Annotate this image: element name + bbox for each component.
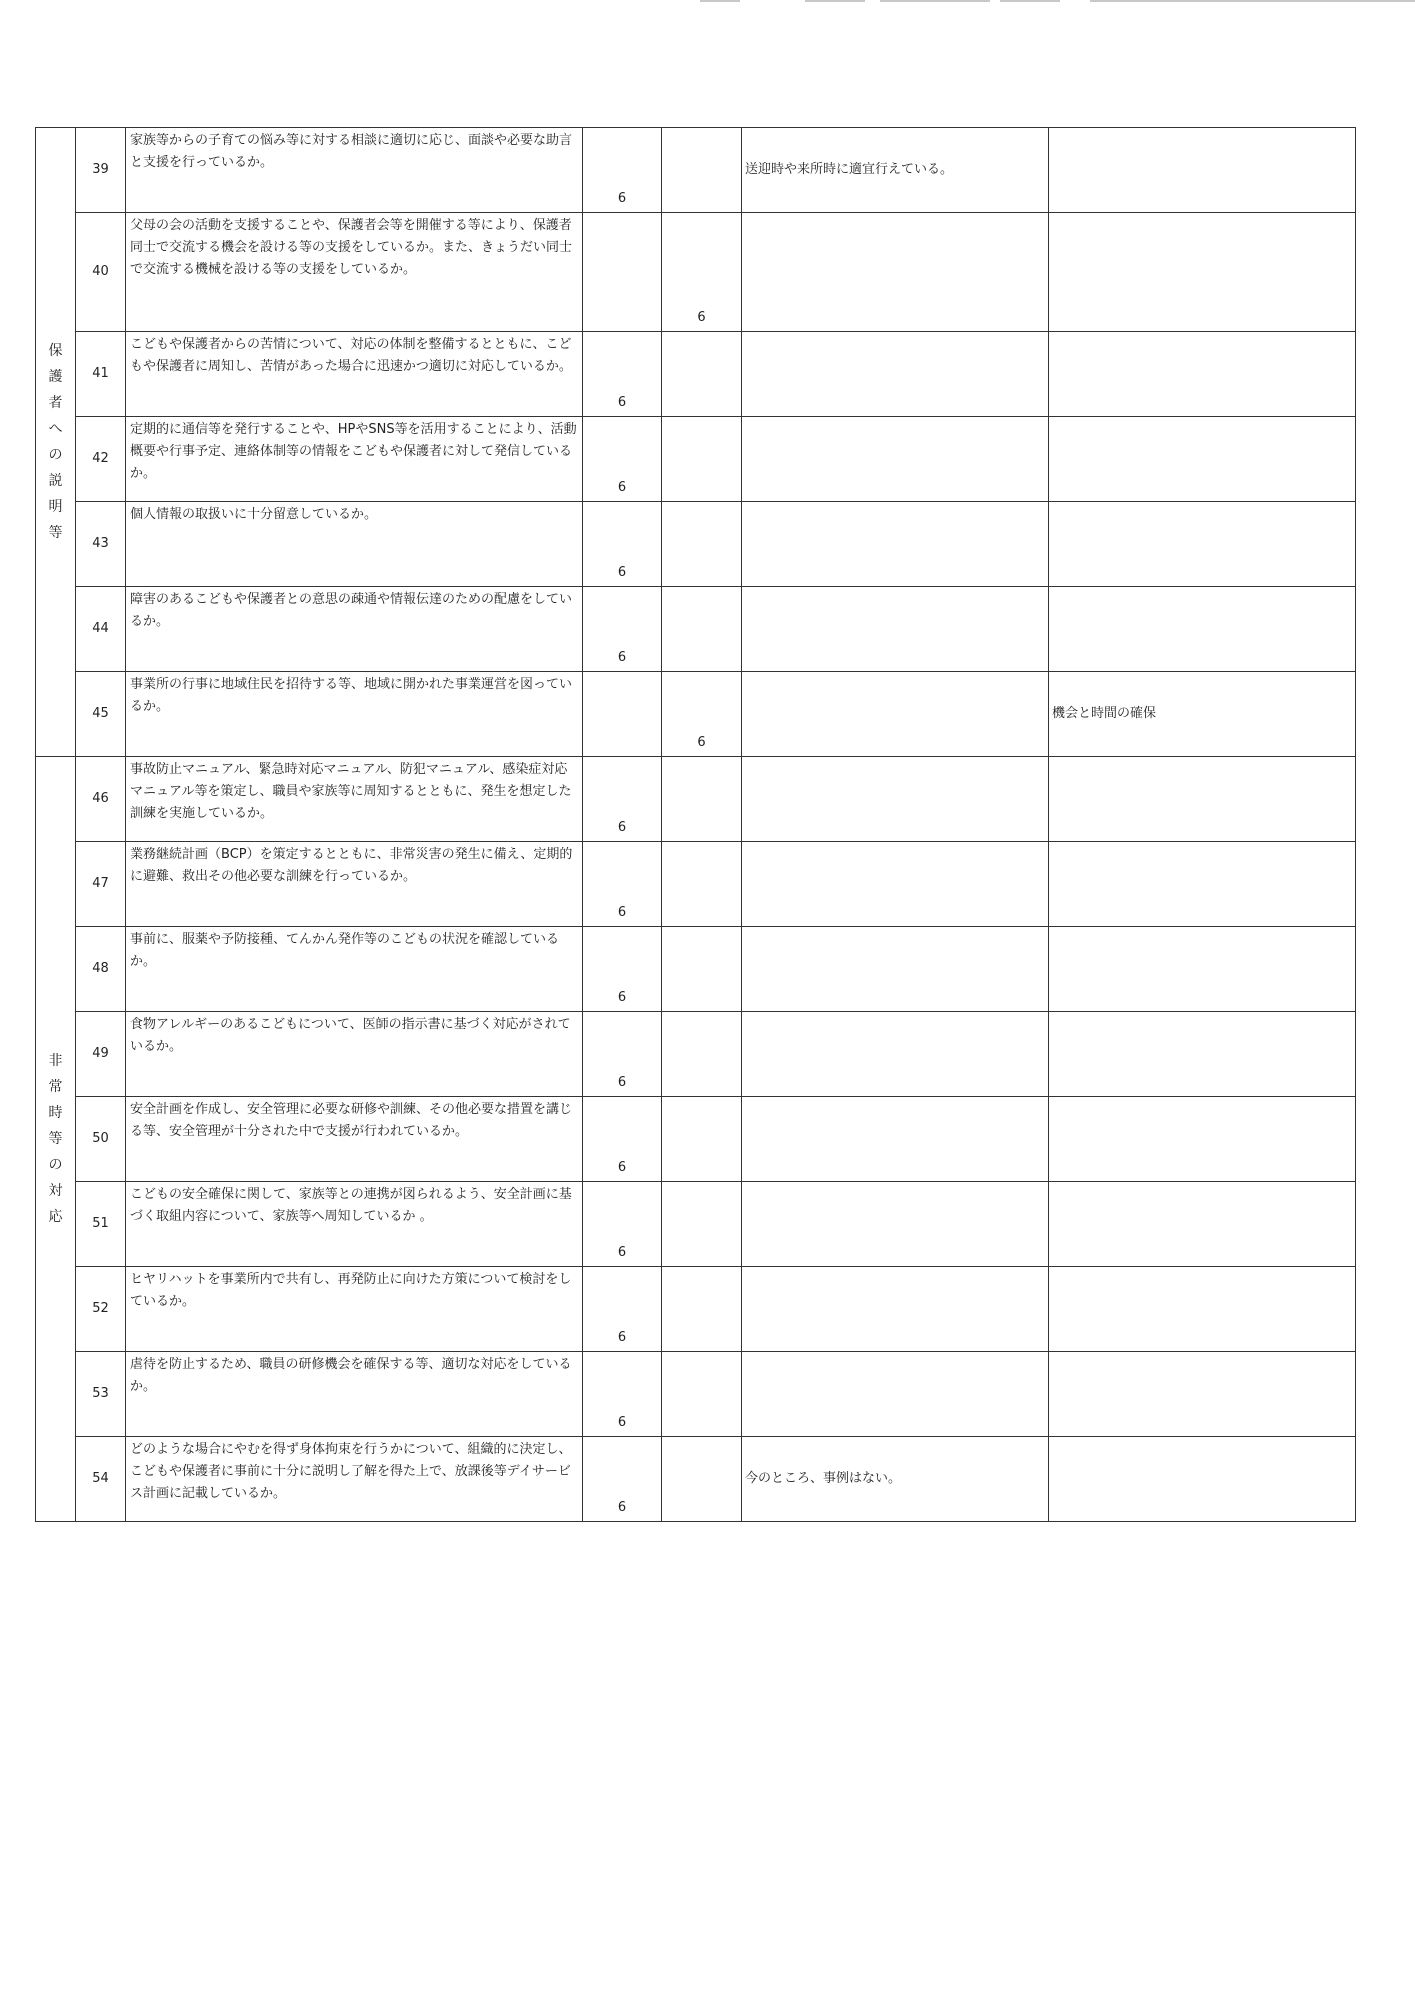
table-row (36, 1097, 1356, 1182)
comment-cell-b (1049, 417, 1356, 502)
comment-cell-b (1049, 587, 1356, 672)
score-cell-b (662, 1352, 742, 1437)
score-cell-a (583, 128, 662, 213)
item-number: 49 (76, 1012, 126, 1097)
item-number: 43 (76, 502, 126, 587)
comment-cell-a: 送迎時や来所時に適宜行えている。 (742, 128, 1049, 213)
score-value: 6 (617, 480, 627, 495)
score-value: 6 (617, 905, 627, 920)
score-cell-b (662, 1182, 742, 1267)
comment-cell-a (742, 587, 1049, 672)
question-text: 業務継続計画（BCP）を策定するとともに、非常災害の発生に備え、定期的に避難、救出その他必要な訓練を行っているか。 (126, 842, 583, 927)
question-text: どのような場合にやむを得ず身体拘束を行うかについて、組織的に決定し、こどもや保護者に事前に十分に説明し了解を得た上で、放課後等デイサービス計画に記載しているか。 (126, 1437, 583, 1522)
score-value: 6 (617, 1245, 627, 1260)
score-cell-a (583, 672, 662, 757)
question-text: 虐待を防止するため、職員の研修機会を確保する等、適切な対応をしているか。 (126, 1352, 583, 1437)
table-row (36, 1437, 1356, 1522)
question-text: 家族等からの子育ての悩み等に対する相談に適切に応じ、面談や必要な助言と支援を行っているか。 (126, 128, 583, 213)
comment-cell-b (1049, 927, 1356, 1012)
score-cell-b (662, 587, 742, 672)
score-cell-b (662, 502, 742, 587)
question-text: 父母の会の活動を支援することや、保護者会等を開催する等により、保護者同士で交流する機会を設ける等の支援をしているか。また、きょうだい同士で交流する機械を設ける等の支援をしているか。 (126, 213, 583, 332)
score-value: 6 (697, 735, 706, 750)
question-text: 安全計画を作成し、安全管理に必要な研修や訓練、その他必要な措置を講じる等、安全管理が十分された中で支援が行われているか。 (126, 1097, 583, 1182)
item-number: 50 (76, 1097, 126, 1182)
comment-cell-a (742, 1097, 1049, 1182)
comment-cell-a (742, 417, 1049, 502)
comment-cell-b (1049, 1182, 1356, 1267)
table-row (36, 417, 1356, 502)
comment-cell-a (742, 1012, 1049, 1097)
question-text: こどもの安全確保に関して、家族等との連携が図られるよう、安全計画に基づく取組内容について、家族等へ周知しているか 。 (126, 1182, 583, 1267)
score-value: 6 (617, 1330, 627, 1345)
score-cell-a (583, 842, 662, 927)
score-cell-b (662, 1012, 742, 1097)
score-cell-a (583, 1097, 662, 1182)
score-cell-a (583, 1352, 662, 1437)
question-text: 障害のあるこどもや保護者との意思の疎通や情報伝達のための配慮をしているか。 (126, 587, 583, 672)
score-value: 6 (617, 990, 627, 1005)
scan-artifact (700, 0, 740, 2)
score-cell-a (583, 1437, 662, 1522)
score-cell-a (583, 927, 662, 1012)
table-row (36, 332, 1356, 417)
scan-artifact (880, 0, 990, 2)
score-value: 6 (617, 395, 627, 410)
question-text: 定期的に通信等を発行することや、HPやSNS等を活用することにより、活動概要や行事予定、連絡体制等の情報をこどもや保護者に対して発信しているか。 (126, 417, 583, 502)
comment-cell-b (1049, 1437, 1356, 1522)
table-row (36, 128, 1356, 213)
question-text: こどもや保護者からの苦情について、対応の体制を整備するとともに、こどもや保護者に周知し、苦情があった場合に迅速かつ適切に対応しているか。 (126, 332, 583, 417)
score-value: 6 (617, 1075, 627, 1090)
comment-cell-b (1049, 1097, 1356, 1182)
table-row (36, 757, 1356, 842)
score-cell-b (662, 1097, 742, 1182)
table-row (36, 587, 1356, 672)
score-value: 6 (617, 1415, 627, 1430)
question-text: 事前に、服薬や予防接種、てんかん発作等のこどもの状況を確認しているか。 (126, 927, 583, 1012)
score-cell-a (583, 417, 662, 502)
score-cell-b (662, 332, 742, 417)
table-row (36, 1267, 1356, 1352)
comment-cell-b (1049, 1012, 1356, 1097)
score-cell-b (662, 927, 742, 1012)
score-cell-a (583, 757, 662, 842)
comment-cell-a (742, 927, 1049, 1012)
table-row (36, 1012, 1356, 1097)
score-value: 6 (617, 191, 627, 206)
item-number: 52 (76, 1267, 126, 1352)
table-row (36, 213, 1356, 332)
score-cell-b (662, 672, 742, 757)
table-row (36, 1352, 1356, 1437)
score-cell-b (662, 1267, 742, 1352)
item-number: 51 (76, 1182, 126, 1267)
score-cell-a (583, 1182, 662, 1267)
score-cell-b (662, 128, 742, 213)
comment-cell-a (742, 213, 1049, 332)
comment-cell-a (742, 332, 1049, 417)
comment-cell-a: 今のところ、事例はない。 (742, 1437, 1049, 1522)
category-label: 保護者への説明等 (48, 343, 63, 541)
scan-artifact (805, 0, 865, 2)
item-number: 40 (76, 213, 126, 332)
comment-cell-b: 機会と時間の確保 (1049, 672, 1356, 757)
table-row (36, 672, 1356, 757)
scan-artifact (1090, 0, 1415, 2)
category-cell (36, 128, 76, 757)
item-number: 44 (76, 587, 126, 672)
category-cell (36, 757, 76, 1522)
comment-cell-a (742, 757, 1049, 842)
item-number: 41 (76, 332, 126, 417)
item-number: 45 (76, 672, 126, 757)
question-text: 個人情報の取扱いに十分留意しているか。 (126, 502, 583, 587)
question-text: 食物アレルギーのあるこどもについて、医師の指示書に基づく対応がされているか。 (126, 1012, 583, 1097)
comment-cell-b (1049, 128, 1356, 213)
score-cell-a (583, 332, 662, 417)
score-cell-b (662, 417, 742, 502)
item-number: 53 (76, 1352, 126, 1437)
comment-cell-a (742, 842, 1049, 927)
score-value: 6 (617, 1160, 627, 1175)
table-row (36, 927, 1356, 1012)
item-number: 48 (76, 927, 126, 1012)
comment-cell-a (742, 1352, 1049, 1437)
score-cell-b (662, 1437, 742, 1522)
score-cell-a (583, 213, 662, 332)
comment-cell-b (1049, 502, 1356, 587)
score-value: 6 (617, 1500, 627, 1515)
comment-cell-b (1049, 757, 1356, 842)
score-cell-a (583, 587, 662, 672)
comment-cell-a (742, 672, 1049, 757)
table-row (36, 842, 1356, 927)
question-text: 事業所の行事に地域住民を招待する等、地域に開かれた事業運営を図っているか。 (126, 672, 583, 757)
category-label: 非常時等の対応 (48, 1053, 63, 1225)
item-number: 54 (76, 1437, 126, 1522)
score-cell-a (583, 502, 662, 587)
item-number: 39 (76, 128, 126, 213)
comment-cell-a (742, 502, 1049, 587)
comment-cell-a (742, 1267, 1049, 1352)
question-text: 事故防止マニュアル、緊急時対応マニュアル、防犯マニュアル、感染症対応マニュアル等を策定し、職員や家族等に周知するとともに、発生を想定した訓練を実施しているか。 (126, 757, 583, 842)
item-number: 42 (76, 417, 126, 502)
score-cell-b (662, 757, 742, 842)
comment-cell-b (1049, 842, 1356, 927)
score-cell-b (662, 842, 742, 927)
comment-cell-b (1049, 1352, 1356, 1437)
comment-cell-a (742, 1182, 1049, 1267)
comment-cell-b (1049, 1267, 1356, 1352)
score-value: 6 (697, 310, 706, 325)
score-cell-a (583, 1267, 662, 1352)
score-value: 6 (617, 650, 627, 665)
score-cell-a (583, 1012, 662, 1097)
question-text: ヒヤリハットを事業所内で共有し、再発防止に向けた方策について検討をしているか。 (126, 1267, 583, 1352)
comment-cell-b (1049, 332, 1356, 417)
item-number: 47 (76, 842, 126, 927)
score-cell-b (662, 213, 742, 332)
score-value: 6 (617, 820, 627, 835)
evaluation-table (35, 127, 1356, 1522)
table-row (36, 1182, 1356, 1267)
item-number: 46 (76, 757, 126, 842)
score-value: 6 (617, 565, 627, 580)
comment-cell-b (1049, 213, 1356, 332)
scan-artifact (1000, 0, 1060, 2)
table-row (36, 502, 1356, 587)
